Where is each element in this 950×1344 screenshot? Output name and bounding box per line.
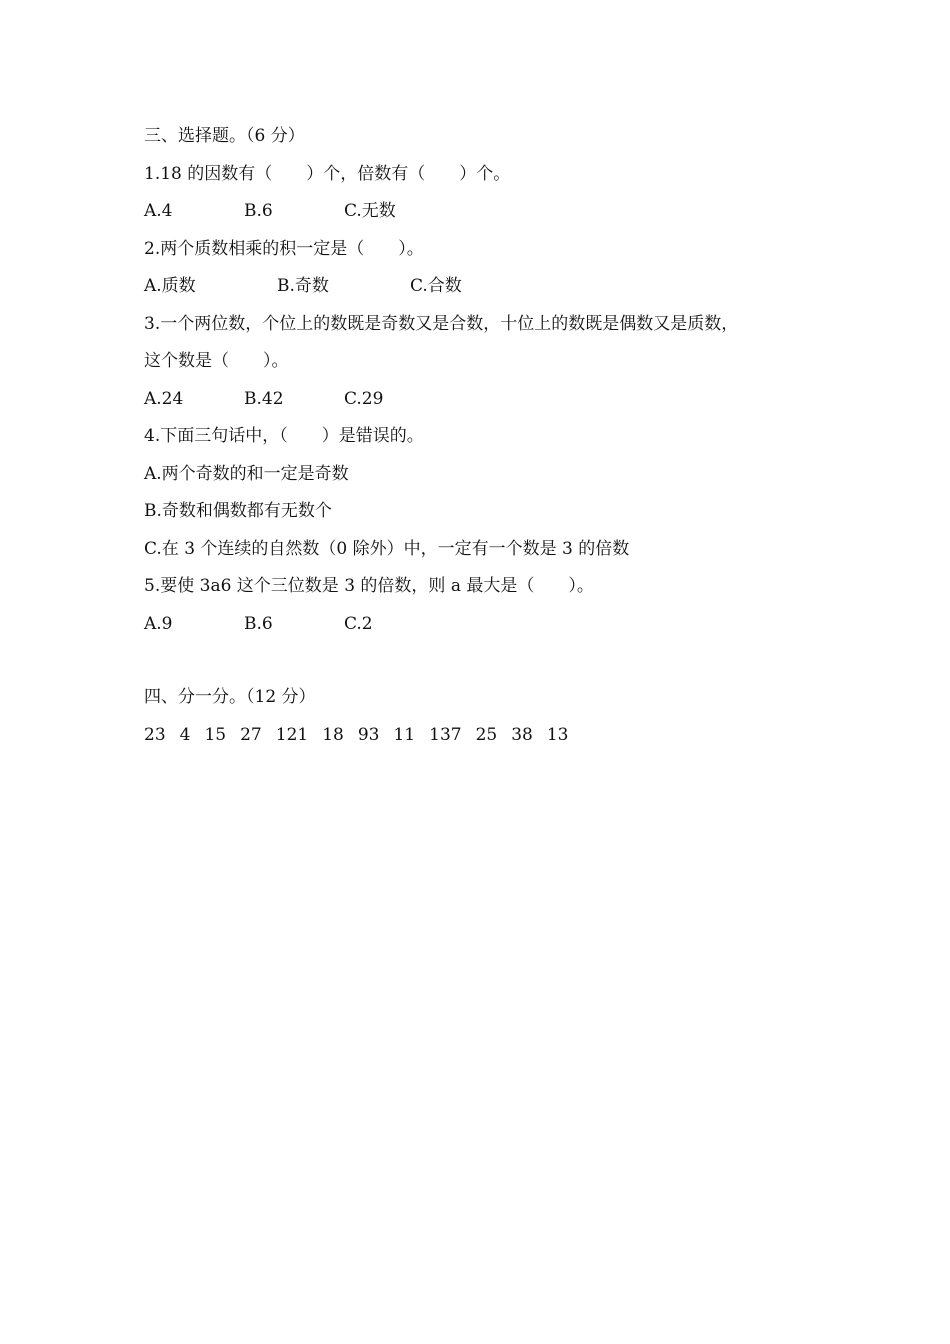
q1-option-a: A.4 [144, 201, 173, 221]
q2-options [144, 268, 824, 306]
q5-options [144, 606, 824, 644]
q1-options [144, 193, 824, 231]
q3-option-c: C.29 [344, 388, 384, 409]
q1-stem: 1.18 的因数有（ ）个，倍数有（ ）个。 [144, 163, 511, 184]
q2-option-a: A.质数 [144, 276, 196, 296]
q3-option-a: A.24 [144, 388, 184, 409]
number-item: 38 [511, 724, 533, 745]
number-item: 137 [429, 724, 462, 745]
q5-option-b: B.6 [244, 613, 273, 634]
q5-stem: 5.要使 3a6 这个三位数是 3 的倍数，则 a 最大是（ ）。 [144, 576, 594, 596]
q3-stem-line1: 3.一个两位数，个位上的数既是奇数又是合数，十位上的数既是偶数又是质数， [144, 313, 739, 334]
number-list [144, 717, 824, 755]
number-item: 23 [144, 724, 166, 745]
section4-heading: 四、分一分。（12 分） [144, 687, 316, 707]
worksheet-page [144, 118, 824, 754]
number-item: 11 [393, 724, 416, 745]
q1-option-b: B.6 [244, 201, 273, 221]
q3-stem-line2: 这个数是（ ）。 [144, 351, 289, 371]
q2-stem: 2.两个质数相乘的积一定是（ ）。 [144, 238, 424, 259]
q2-option-b: B.奇数 [277, 276, 329, 296]
number-item: 15 [204, 724, 227, 745]
q5-option-c: C.2 [344, 613, 373, 634]
number-item: 93 [357, 724, 380, 745]
q3-option-b: B.42 [244, 388, 284, 409]
section3-heading: 三、选择题。（6 分） [144, 126, 305, 146]
q4-option-b: B.奇数和偶数都有无数个 [144, 501, 332, 521]
q1-option-c: C.无数 [344, 201, 396, 221]
q5-option-a: A.9 [144, 613, 173, 634]
q2-option-c: C.合数 [410, 276, 462, 296]
q4-option-c: C.在 3 个连续的自然数（0 除外）中，一定有一个数是 3 的倍数 [144, 538, 630, 559]
q4-option-a: A.两个奇数的和一定是奇数 [144, 463, 349, 484]
number-item: 4 [179, 724, 191, 745]
number-item: 13 [546, 724, 569, 745]
number-item: 25 [475, 724, 498, 745]
q4-stem: 4.下面三句话中，（ ）是错误的。 [144, 426, 424, 446]
section-spacer [144, 643, 824, 679]
q3-options [144, 381, 824, 419]
number-item: 27 [240, 724, 262, 745]
number-item: 121 [275, 724, 309, 745]
number-item: 18 [322, 724, 344, 745]
